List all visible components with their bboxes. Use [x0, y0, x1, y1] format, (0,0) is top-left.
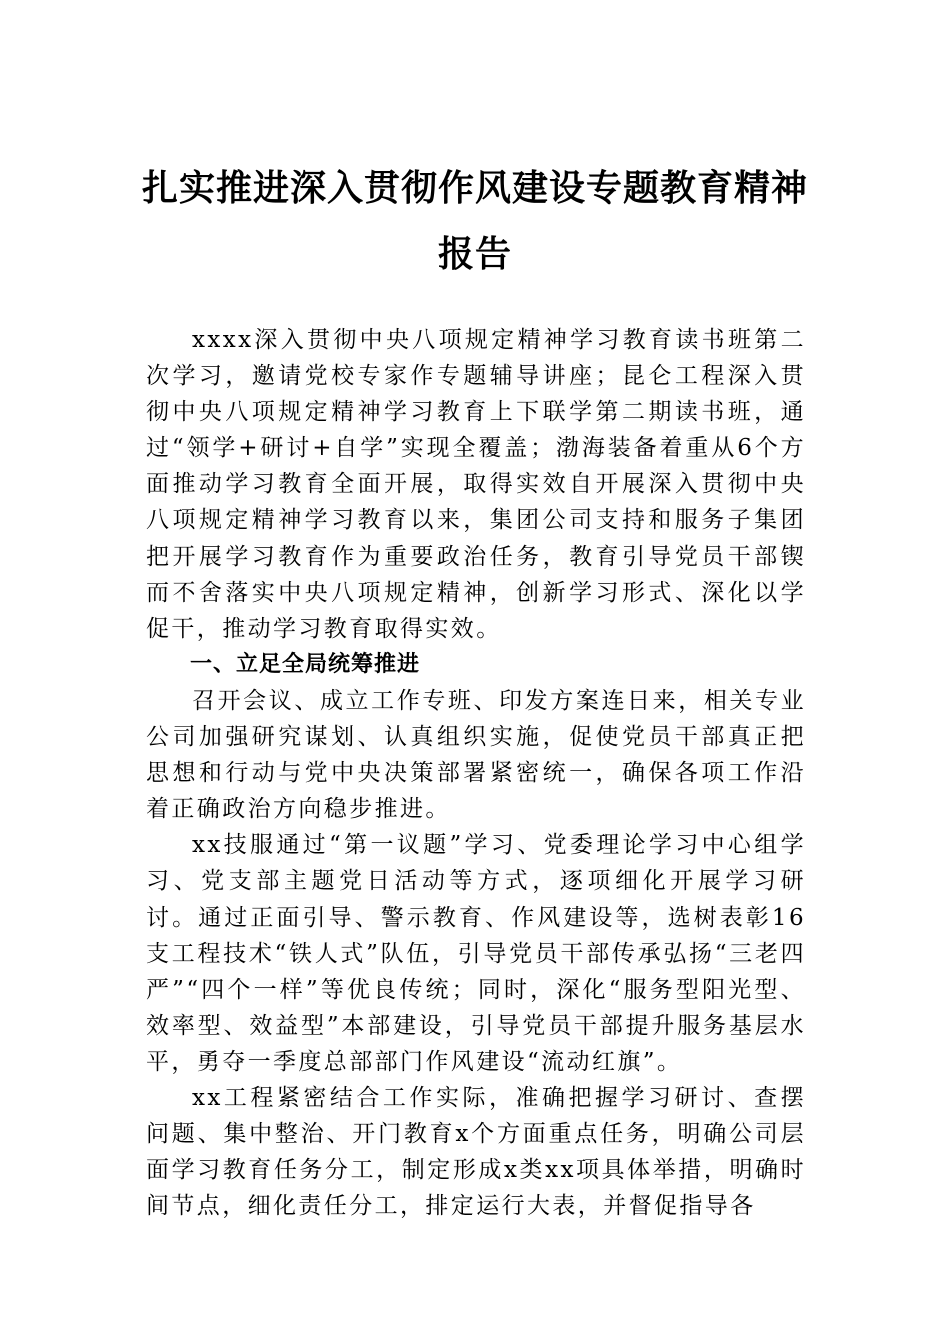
paragraph-engineering: xx工程紧密结合工作实际，准确把握学习研讨、查摆问题、集中整治、开门教育x个方面重点任务，明确公司层面学习教育任务分工，制定形成x类xx项具体举措，明确时间节点，细化责任分工，排定运行大表，并督促指导各 [146, 1084, 806, 1220]
paragraph-meetings: 召开会议、成立工作专班、印发方案连日来，相关专业公司加强研究谋划、认真组织实施，促使党员干部真正把思想和行动与党中央决策部署紧密统一，确保各项工作沿着正确政治方向稳步推进。 [146, 687, 806, 823]
document-title [120, 155, 830, 287]
paragraph-tech-service: xx技服通过“第一议题”学习、党委理论学习中心组学习、党支部主题党日活动等方式，逐项细化开展学习研讨。通过正面引导、警示教育、作风建设等，选树表彰16支工程技术“铁人式”队伍，引导党员干部传承弘扬“三老四严”“四个一样”等优良传统；同时，深化“服务型阳光型、效率型、效益型”本部建设，引导党员干部提升服务基层水平，勇夺一季度总部部门作风建设“流动红旗”。 [146, 832, 806, 1075]
document-body [146, 322, 806, 1224]
title-line-2: 报告 [437, 233, 512, 275]
paragraph-intro: xxxx深入贯彻中央八项规定精神学习教育读书班第二次学习，邀请党校专家作专题辅导讲座；昆仑工程深入贯彻中央八项规定精神学习教育上下联学第二期读书班，通过“领学+研讨+自学”实现全覆盖；渤海装备着重从6个方面推动学习教育全面开展，取得实效自开展深入贯彻中央八项规定精神学习教育以来，集团公司支持和服务子集团把开展学习教育作为重要政治任务，教育引导党员干部锲而不舍落实中央八项规定精神，创新学习形式、深化以学促干，推动学习教育取得实效。 [146, 327, 806, 642]
title-line-1: 扎实推进深入贯彻作风建设专题教育精神 [141, 167, 808, 209]
section-heading: 一、立足全局统筹推进 [190, 651, 421, 677]
